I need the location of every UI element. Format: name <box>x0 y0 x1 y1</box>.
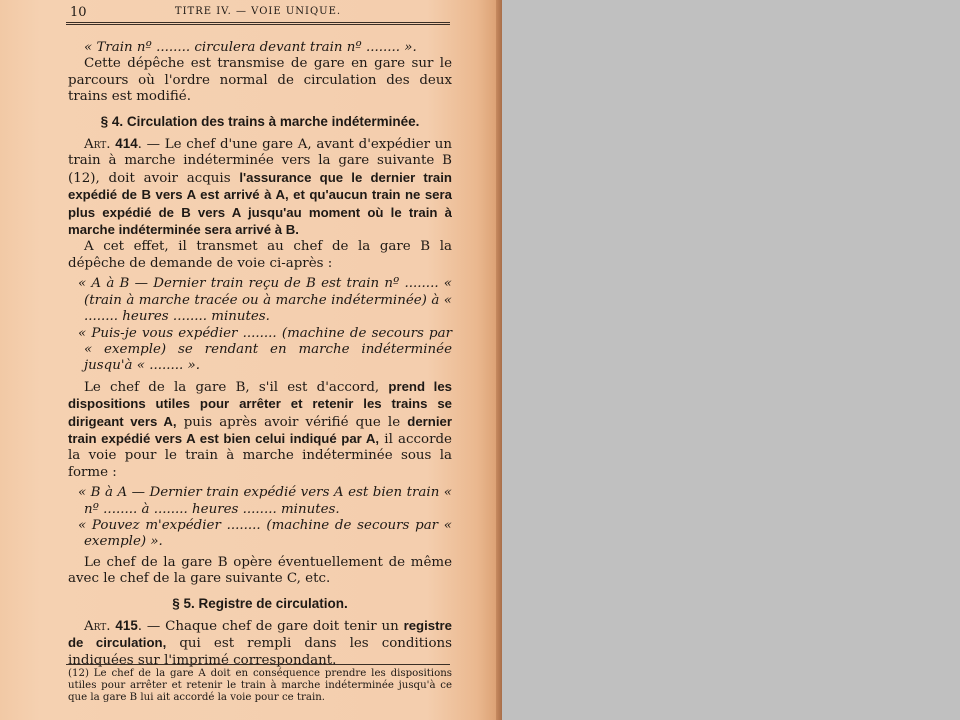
quote-train: « Train nº ........ circulera devant train nº ........ ». <box>84 40 417 55</box>
article-414: Art. 414. — Le chef d'une gare A, avant d'expédier un train à marche indéterminée vers la gare suivante B (12), doit avoir acquis l'assurance que le dernier train expédié de B vers A est arrivé à A, et qu'aucun train ne sera plus expédié de B vers A jusqu'au moment où le train à marche indéterminée sera arrivé à B. <box>68 136 453 238</box>
article-415: Art. 415. — Chaque chef de gare doit tenir un registre de circulation, qui est rempli dans les conditions indiquées sur l'imprimé correspondant. <box>68 618 453 668</box>
footnote-rule <box>66 664 450 665</box>
quote-demande-2: « Puis-je vous expédier ........ (machine de secours par « exemple) se rendant en marche indéterminée jusqu'à « ........ ». <box>78 325 452 374</box>
page-number: 10 <box>70 5 87 20</box>
paragraph-eventuel: Le chef de la gare B opère éventuellement de même avec le chef de la gare suivante C, etc. <box>68 554 452 587</box>
paragraph-gare-b: Le chef de la gare B, s'il est d'accord, prend les dispositions utiles pour arrêter et retenir les trains se dirigeant vers A, puis après avoir vérifié que le dernier train expédié vers A est bien celui indiqué par A, il accorde la voie pour le train à marche indéterminée sous la forme : <box>68 378 452 480</box>
paragraph-effet: A cet effet, il transmet au chef de la gare B la dépêche de demande de voie ci-après : <box>68 239 452 271</box>
section-5-heading: § 5. Registre de circulation. <box>172 595 348 611</box>
quote-demande-1: « A à B — Dernier train reçu de B est train nº ........ « (train à marche tracée ou à marche indéterminée) à « ........ heures ........ minutes. <box>78 276 452 325</box>
header-rule-2 <box>66 24 450 25</box>
footnote: (12) Le chef de la gare A doit en conséquence prendre les dispositions utiles pour arrêter et retenir le train à marche indéterminée jusqu'à ce que la gare B lui ait accordé la voie pour ce train. <box>68 668 452 703</box>
section-4-heading: § 4. Circulation des trains à marche indéterminée. <box>100 113 420 129</box>
running-title: TITRE IV. — VOIE UNIQUE. <box>174 6 342 17</box>
header-rule <box>66 22 450 23</box>
quote-reponse-1: « B à A — Dernier train expédié vers A est bien train « nº ........ à ........ heures ........ minutes. <box>78 485 452 517</box>
running-header <box>66 5 450 21</box>
page-body <box>68 40 452 669</box>
paragraph-depeche: Cette dépêche est transmise de gare en gare sur le parcours où l'ordre normal de circulation des deux trains est modifié. <box>68 56 452 105</box>
quote-reponse-2: « Pouvez m'expédier ........ (machine de secours par « exemple) ». <box>78 517 452 550</box>
